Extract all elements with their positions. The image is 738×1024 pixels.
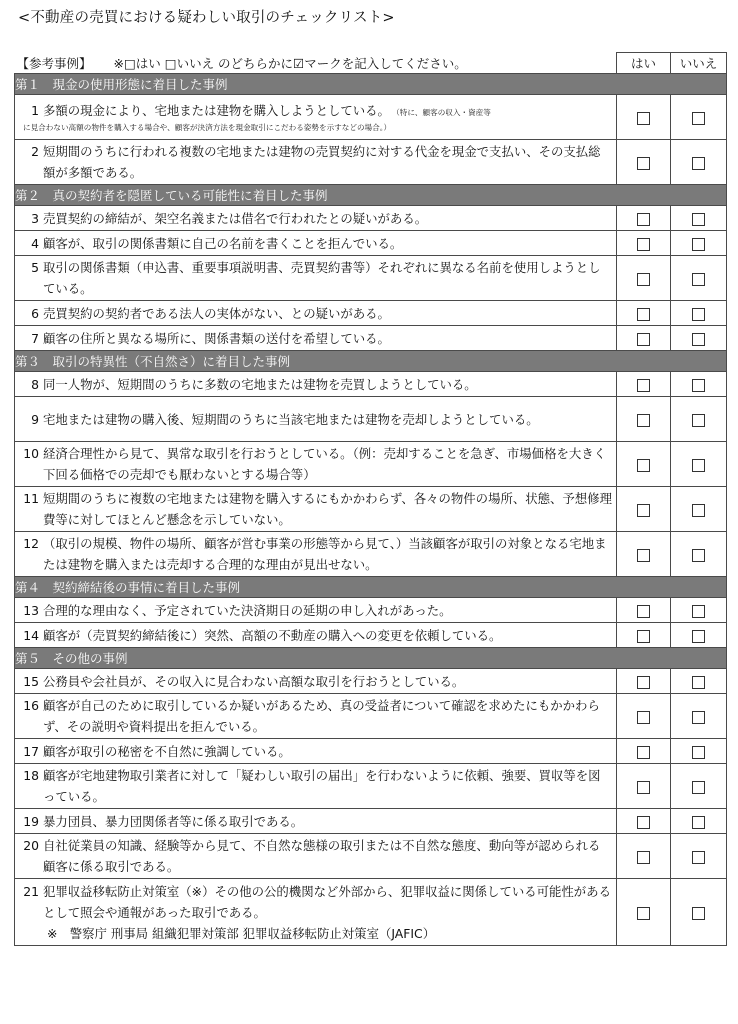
checkbox-cell-yes xyxy=(617,598,671,623)
checkbox-yes[interactable] xyxy=(637,851,650,864)
checklist-item-row xyxy=(15,739,727,764)
checkbox-cell-no xyxy=(671,372,727,397)
item-body xyxy=(43,233,616,254)
checklist-item-row xyxy=(15,598,727,623)
checkbox-cell-yes xyxy=(617,532,671,577)
column-header-yes: はい xyxy=(617,53,671,74)
item-text-cell xyxy=(15,231,617,256)
item-number: 12 xyxy=(23,536,39,551)
item-text-cell xyxy=(15,256,617,301)
item-number: 16 xyxy=(23,698,39,713)
item-text: 公務員や会社員が、その収入に見合わない高額な取引を行おうとしている。 xyxy=(43,673,465,689)
checkbox-yes[interactable] xyxy=(637,816,650,829)
item-text-cell xyxy=(15,834,617,879)
checklist-table xyxy=(14,52,727,946)
item-text-cell xyxy=(15,598,617,623)
reference-label: 【参考事例】 xyxy=(16,55,92,71)
checklist-item-row xyxy=(15,256,727,301)
item-text-cell xyxy=(15,669,617,694)
checkbox-cell-no xyxy=(671,231,727,256)
item-text-cell xyxy=(15,372,617,397)
item-text: （取引の規模、物件の場所、顧客が営む事業の形態等から見て、）当該顧客が取引の対象となる宅地または建物を購入または売却する合理的な理由が見出せない。 xyxy=(43,536,607,572)
checkbox-no[interactable] xyxy=(692,816,705,829)
item-text-cell xyxy=(15,442,617,487)
checkbox-yes[interactable] xyxy=(637,549,650,562)
item-number: 3 xyxy=(31,210,39,226)
checkbox-no[interactable] xyxy=(692,238,705,251)
checklist-item-row xyxy=(15,140,727,185)
item-text: 顧客が（売買契約締結後に）突然、高額の不動産の購入への変更を依頼している。 xyxy=(43,627,502,643)
item-number: 9 xyxy=(31,411,39,427)
checkbox-yes[interactable] xyxy=(637,781,650,794)
item-text-cell xyxy=(15,487,617,532)
item-body xyxy=(23,100,616,135)
section-title: 第２ 真の契約者を隠匿している可能性に着目した事例 xyxy=(15,185,727,206)
item-text: 自社従業員の知識、経験等から見て、不自然な態様の取引または不自然な態度、動向等が認められる顧客に係る取引である。 xyxy=(43,838,601,874)
section-header xyxy=(15,185,727,206)
item-text-cell xyxy=(15,879,617,946)
checklist-item-row xyxy=(15,764,727,809)
checklist-item-row xyxy=(15,397,727,442)
checkbox-no[interactable] xyxy=(692,676,705,689)
checkbox-yes[interactable] xyxy=(637,746,650,759)
item-body xyxy=(43,141,616,183)
section-header xyxy=(15,577,727,598)
item-number: 1 xyxy=(31,102,39,118)
item-body xyxy=(43,409,616,430)
checkbox-yes[interactable] xyxy=(637,213,650,226)
checkbox-cell-yes xyxy=(617,206,671,231)
item-number: 20 xyxy=(23,838,39,853)
header-row xyxy=(15,53,727,74)
checkbox-no[interactable] xyxy=(692,711,705,724)
checkbox-cell-no xyxy=(671,764,727,809)
item-body xyxy=(43,835,616,877)
checkbox-cell-no xyxy=(671,598,727,623)
checkbox-no[interactable] xyxy=(692,213,705,226)
checkbox-no[interactable] xyxy=(692,308,705,321)
item-text: 短期間のうちに行われる複数の宅地または建物の売買契約に対する代金を現金で支払い、その支払総額が多額である。 xyxy=(43,144,601,180)
item-text: 顧客が取引の秘密を不自然に強調している。 xyxy=(43,743,291,759)
item-body xyxy=(43,208,616,229)
item-text: 経済合理性から見て、異常な取引を行おうとしている。（例：売却することを急ぎ、市場価格を大きく下回る価格での売却でも厭わないとする場合等） xyxy=(43,446,607,482)
checkbox-no[interactable] xyxy=(692,746,705,759)
checkbox-yes[interactable] xyxy=(637,333,650,346)
item-body xyxy=(43,625,616,646)
checkbox-yes[interactable] xyxy=(637,238,650,251)
item-text: 多額の現金により、宅地または建物を購入しようとしている。 xyxy=(43,102,390,118)
checklist-item-row xyxy=(15,95,727,140)
item-text-cell xyxy=(15,301,617,326)
checkbox-cell-no xyxy=(671,809,727,834)
checkbox-yes[interactable] xyxy=(637,379,650,392)
item-text: 取引の関係書類（申込書、重要事項説明書、売買契約書等）それぞれに異なる名前を使用しようとしている。 xyxy=(43,260,601,296)
checklist-item-row xyxy=(15,532,727,577)
item-text-cell xyxy=(15,764,617,809)
checkbox-cell-no xyxy=(671,879,727,946)
checklist-item-row xyxy=(15,206,727,231)
checkbox-cell-no xyxy=(671,95,727,140)
item-number: 6 xyxy=(31,305,39,321)
section-header xyxy=(15,648,727,669)
checkbox-cell-no xyxy=(671,487,727,532)
checklist-item-row xyxy=(15,231,727,256)
checkbox-cell-yes xyxy=(617,487,671,532)
item-footnote: ※ 警察庁 刑事局 組織犯罪対策部 犯罪収益移転防止対策室（JAFIC） xyxy=(47,925,436,941)
checkbox-no[interactable] xyxy=(692,630,705,643)
checklist-item-row xyxy=(15,372,727,397)
checkbox-yes[interactable] xyxy=(637,504,650,517)
item-body xyxy=(43,533,616,575)
item-text-cell xyxy=(15,532,617,577)
checkbox-cell-no xyxy=(671,834,727,879)
item-text: 顧客が自己のために取引しているか疑いがあるため、真の受益者について確認を求めたにもかかわらず、その説明や資料提出を拒んでいる。 xyxy=(43,698,600,734)
item-number: 18 xyxy=(23,768,39,783)
checkbox-no[interactable] xyxy=(692,459,705,472)
checkbox-cell-yes xyxy=(617,397,671,442)
checkbox-cell-yes xyxy=(617,809,671,834)
item-text-cell xyxy=(15,809,617,834)
item-number: 10 xyxy=(23,446,39,461)
checkbox-no[interactable] xyxy=(692,549,705,562)
checklist-item-row xyxy=(15,301,727,326)
checkbox-no[interactable] xyxy=(692,157,705,170)
checkbox-yes[interactable] xyxy=(637,273,650,286)
checkbox-yes[interactable] xyxy=(637,112,650,125)
item-text: 顧客が宅地建物取引業者に対して「疑わしい取引の届出」を行わないように依頼、強要、買収等を図っている。 xyxy=(43,768,601,804)
checkbox-yes[interactable] xyxy=(637,308,650,321)
item-text-cell xyxy=(15,206,617,231)
item-text: 暴力団員、暴力団関係者等に係る取引である。 xyxy=(43,813,304,829)
checkbox-cell-no xyxy=(671,669,727,694)
checkbox-cell-no xyxy=(671,256,727,301)
checkbox-no[interactable] xyxy=(692,414,705,427)
item-text: 売買契約の契約者である法人の実体がない、との疑いがある。 xyxy=(43,305,390,321)
checkbox-no[interactable] xyxy=(692,605,705,618)
checkbox-yes[interactable] xyxy=(637,711,650,724)
checkbox-no[interactable] xyxy=(692,504,705,517)
item-text-cell xyxy=(15,95,617,140)
checkbox-cell-yes xyxy=(617,669,671,694)
item-text: 短期間のうちに複数の宅地または建物を購入するにもかかわらず、各々の物件の場所、状態、予想修理費等に対してほとんど懸念を示していない。 xyxy=(43,491,612,527)
item-text: 顧客の住所と異なる場所に、関係書類の送付を希望している。 xyxy=(43,330,390,346)
section-title: 第３ 取引の特異性（不自然さ）に着目した事例 xyxy=(15,351,727,372)
checkbox-cell-yes xyxy=(617,372,671,397)
item-number: 5 xyxy=(31,260,39,275)
checkbox-cell-yes xyxy=(617,834,671,879)
checklist-item-row xyxy=(15,879,727,946)
checkbox-cell-no xyxy=(671,326,727,351)
checkbox-cell-yes xyxy=(617,326,671,351)
item-body xyxy=(43,328,616,349)
checkbox-cell-no xyxy=(671,694,727,739)
checkbox-cell-no xyxy=(671,140,727,185)
item-number: 17 xyxy=(23,743,39,759)
section-header xyxy=(15,74,727,95)
checkbox-cell-yes xyxy=(617,879,671,946)
item-text: 同一人物が、短期間のうちに多数の宅地または建物を売買しようとしている。 xyxy=(43,376,477,392)
item-text-cell xyxy=(15,326,617,351)
checklist-item-row xyxy=(15,442,727,487)
checkbox-yes[interactable] xyxy=(637,157,650,170)
column-header-no: いいえ xyxy=(671,53,727,74)
item-number: 13 xyxy=(23,602,39,618)
checkbox-no[interactable] xyxy=(692,333,705,346)
item-text: 宅地または建物の購入後、短期間のうちに当該宅地または建物を売却しようとしている。 xyxy=(43,411,539,427)
checklist-item-row xyxy=(15,623,727,648)
item-number: 14 xyxy=(23,627,39,643)
checkbox-cell-yes xyxy=(617,623,671,648)
checkbox-yes[interactable] xyxy=(637,459,650,472)
item-number: 21 xyxy=(23,883,39,899)
checkbox-no[interactable] xyxy=(692,379,705,392)
checkbox-cell-yes xyxy=(617,140,671,185)
item-body xyxy=(43,811,616,832)
item-body xyxy=(43,600,616,621)
checkbox-cell-no xyxy=(671,206,727,231)
checkbox-cell-yes xyxy=(617,739,671,764)
item-text-cell xyxy=(15,140,617,185)
checkbox-yes[interactable] xyxy=(637,414,650,427)
checkbox-yes[interactable] xyxy=(637,630,650,643)
checkbox-yes[interactable] xyxy=(637,605,650,618)
checkbox-cell-no xyxy=(671,739,727,764)
checkbox-yes[interactable] xyxy=(637,907,650,920)
item-text: 合理的な理由なく、予定されていた決済期日の延期の申し入れがあった。 xyxy=(43,602,452,618)
item-body xyxy=(43,765,616,807)
item-text-cell xyxy=(15,623,617,648)
item-note-inline: （特に、顧客の収入・資産等 xyxy=(395,107,491,117)
item-body xyxy=(43,488,616,530)
item-body xyxy=(43,695,616,737)
checkbox-no[interactable] xyxy=(692,781,705,794)
item-text-cell xyxy=(15,739,617,764)
item-body xyxy=(43,303,616,324)
section-header xyxy=(15,351,727,372)
checkbox-no[interactable] xyxy=(692,273,705,286)
item-number: 15 xyxy=(23,673,39,689)
header-instruction-cell xyxy=(15,53,617,74)
item-text: 売買契約の締結が、架空名義または借名で行われたとの疑いがある。 xyxy=(43,210,428,226)
checklist-item-row xyxy=(15,809,727,834)
checkbox-cell-yes xyxy=(617,301,671,326)
item-text: 顧客が、取引の関係書類に自己の名前を書くことを拒んでいる。 xyxy=(43,235,403,251)
checklist-item-row xyxy=(15,834,727,879)
checkbox-cell-yes xyxy=(617,694,671,739)
checklist-item-row xyxy=(15,694,727,739)
item-number: 2 xyxy=(31,144,39,159)
item-text: 犯罪収益移転防止対策室（※）その他の公的機関など外部から、犯罪収益に関係している可能性があるとして照会や通報があった取引である。 xyxy=(43,883,611,920)
checkbox-cell-no xyxy=(671,442,727,487)
item-body xyxy=(43,374,616,395)
checklist-item-row xyxy=(15,326,727,351)
checklist-item-row xyxy=(15,669,727,694)
checkbox-cell-no xyxy=(671,532,727,577)
item-number: 19 xyxy=(23,813,39,829)
item-body xyxy=(43,881,616,944)
checkbox-cell-yes xyxy=(617,256,671,301)
item-body xyxy=(43,257,616,299)
checkbox-cell-no xyxy=(671,397,727,442)
section-title: 第５ その他の事例 xyxy=(15,648,727,669)
section-title: 第１ 現金の使用形態に着目した事例 xyxy=(15,74,727,95)
section-title: 第４ 契約締結後の事情に着目した事例 xyxy=(15,577,727,598)
checkbox-no[interactable] xyxy=(692,851,705,864)
item-text-cell xyxy=(15,397,617,442)
checkbox-cell-yes xyxy=(617,442,671,487)
item-number: 11 xyxy=(23,491,39,506)
document-title: <不動産の売買における疑わしい取引のチェックリスト> xyxy=(18,10,395,26)
checkbox-no[interactable] xyxy=(692,112,705,125)
item-note: に見合わない高額の物件を購入する場合や、顧客が決済方法を現金取引にこだわる姿勢を示すなどの場合。） xyxy=(23,122,392,132)
checklist-item-row xyxy=(15,487,727,532)
checkbox-cell-yes xyxy=(617,764,671,809)
item-body xyxy=(43,741,616,762)
checkbox-cell-yes xyxy=(617,231,671,256)
checkbox-cell-no xyxy=(671,623,727,648)
item-text-cell xyxy=(15,694,617,739)
checkbox-cell-yes xyxy=(617,95,671,140)
instruction-text: ※□はい □いいえ のどちらかに☑マークを記入してください。 xyxy=(113,55,467,71)
item-number: 8 xyxy=(31,376,39,392)
checkbox-cell-no xyxy=(671,301,727,326)
item-number: 7 xyxy=(31,330,39,346)
checkbox-no[interactable] xyxy=(692,907,705,920)
item-body xyxy=(43,671,616,692)
checkbox-yes[interactable] xyxy=(637,676,650,689)
item-body xyxy=(43,443,616,485)
item-number: 4 xyxy=(31,235,39,251)
